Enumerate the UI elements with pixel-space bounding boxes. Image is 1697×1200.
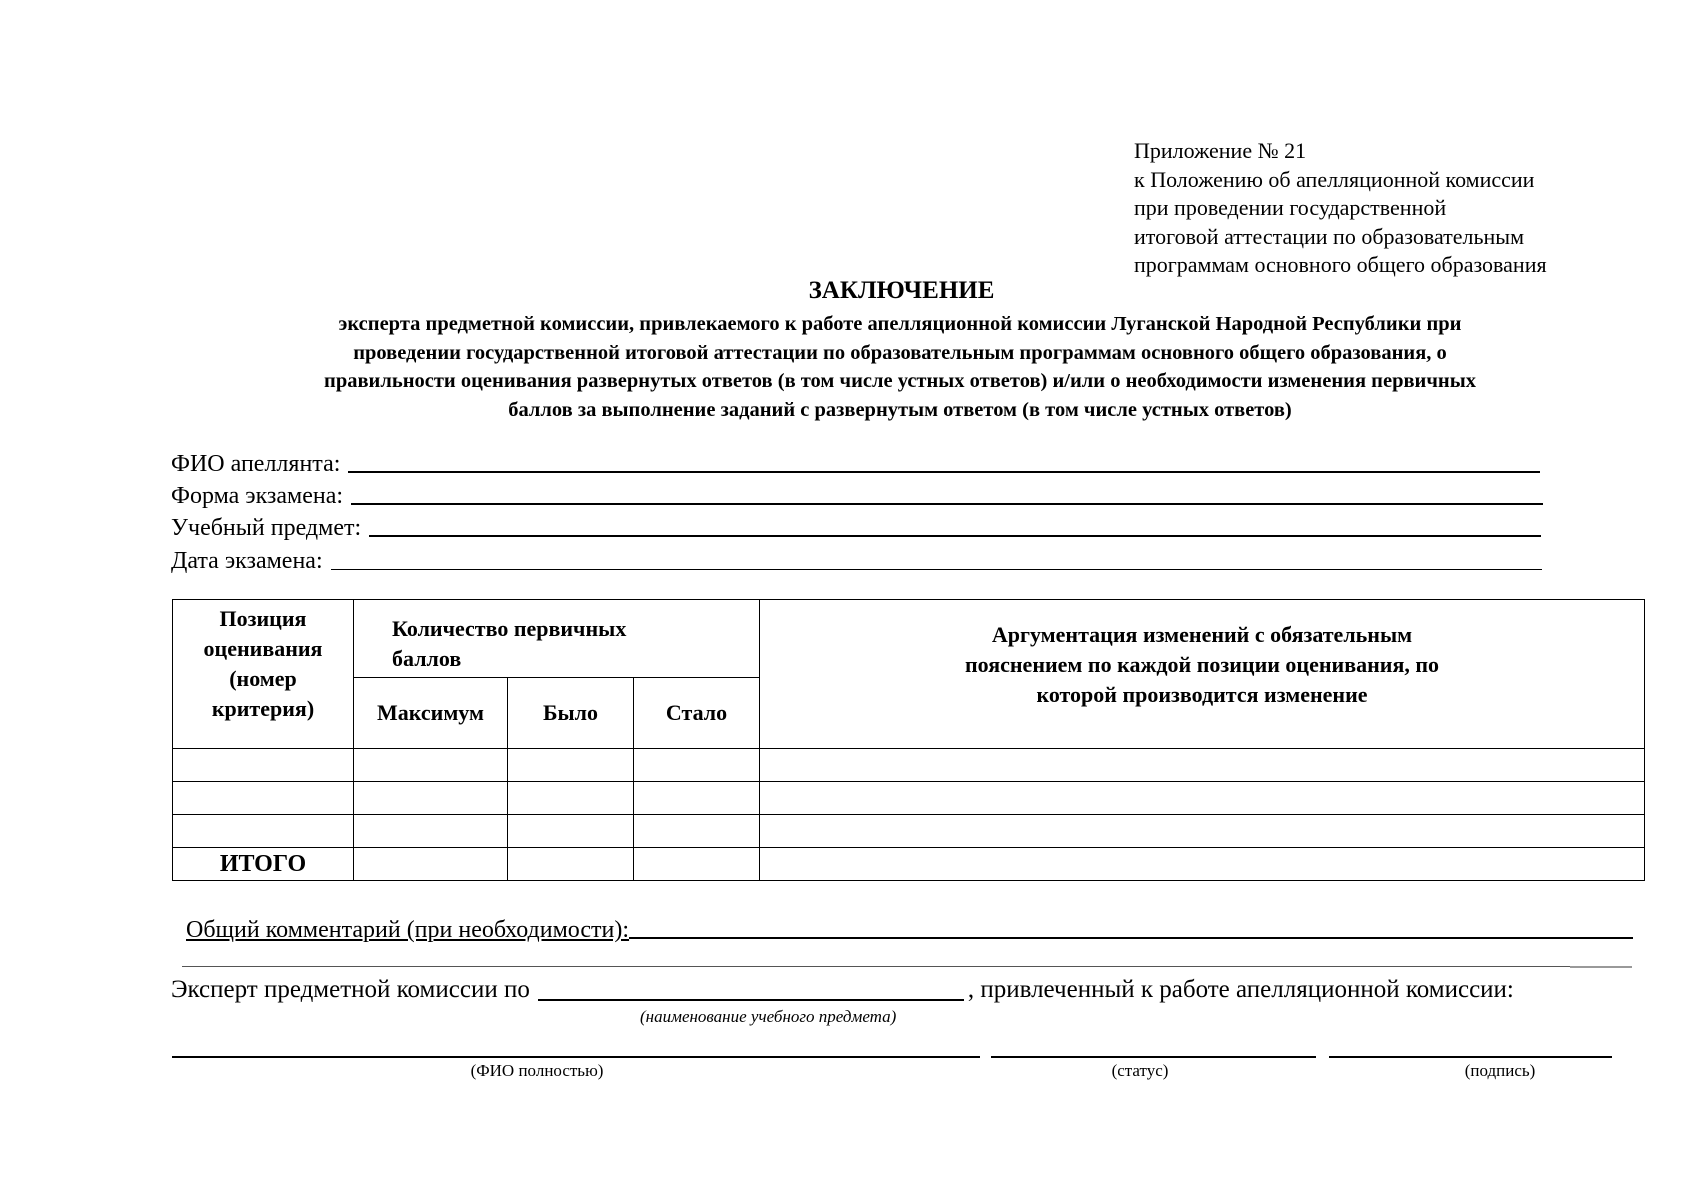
comment-second-line[interactable] xyxy=(182,966,1540,967)
after-cell[interactable] xyxy=(634,749,760,782)
total-row xyxy=(173,848,1645,881)
comment-field[interactable] xyxy=(186,915,1633,945)
before-cell[interactable] xyxy=(508,815,634,848)
exam-date-field[interactable] xyxy=(171,546,1542,576)
max-total-cell[interactable] xyxy=(354,848,508,881)
before-cell[interactable] xyxy=(508,782,634,815)
appendix-line: программам основного общего образования xyxy=(1134,252,1547,277)
argument-header: Аргументация изменений с обязательным пояснением по каждой позиции оценивания, по которой производится изменение xyxy=(760,600,1645,749)
max-cell[interactable] xyxy=(354,815,508,848)
signature-hint: (подпись) xyxy=(1464,1061,1536,1080)
fullname-signature-line[interactable] xyxy=(172,1056,980,1058)
scores-table xyxy=(172,599,1645,881)
expert-text-after: , привлеченный к работе апелляционной комиссии: xyxy=(967,976,1514,1003)
subtitle-line: проведении государственной итоговой аттестации по образовательным программам основного общего образования, о xyxy=(353,341,1447,364)
max-cell[interactable] xyxy=(354,782,508,815)
exam-form-field[interactable] xyxy=(171,481,1543,511)
appendix-line: к Положению об апелляционной комиссии xyxy=(1134,166,1535,192)
appellant-label: ФИО апеллянта: xyxy=(171,451,341,477)
points-header: Количество первичных баллов xyxy=(354,600,760,678)
after-total-cell[interactable] xyxy=(634,848,760,881)
comment-second-line-end xyxy=(1450,966,1570,967)
after-header: Стало xyxy=(634,678,760,749)
argument-cell[interactable] xyxy=(760,815,1645,848)
after-cell[interactable] xyxy=(634,815,760,848)
before-header: Было xyxy=(508,678,634,749)
position-cell[interactable] xyxy=(173,749,354,782)
appellant-field[interactable] xyxy=(171,449,1540,479)
subject-name-hint: (наименование учебного предмета) xyxy=(640,1007,897,1026)
signature-line[interactable] xyxy=(1329,1056,1612,1058)
exam-date-input-line[interactable] xyxy=(331,547,1542,570)
expert-text-before: Эксперт предметной комиссии по xyxy=(171,976,530,1003)
argument-cell[interactable] xyxy=(760,749,1645,782)
appellant-input-line[interactable] xyxy=(348,449,1540,473)
subtitle-line: правильности оценивания развернутых ответов (в том числе устных ответов) и/или о необходимости изменения первичных xyxy=(324,370,1476,392)
document-subtitle xyxy=(150,310,1650,424)
appendix-line: итоговой аттестации по образовательным xyxy=(1134,223,1525,249)
table-row xyxy=(173,782,1645,815)
position-header: Позиция оценивания (номер критерия) xyxy=(173,600,354,749)
fullname-hint: (ФИО полностью) xyxy=(470,1061,604,1080)
before-cell[interactable] xyxy=(508,749,634,782)
subject-input-line[interactable] xyxy=(369,513,1541,537)
status-hint: (статус) xyxy=(1111,1061,1169,1080)
table-row xyxy=(173,815,1645,848)
expert-subject-input-line[interactable] xyxy=(538,973,964,1001)
appendix-note xyxy=(1134,137,1547,280)
subtitle-line: эксперта предметной комиссии, привлекаемого к работе апелляционной комиссии Луганской Народной Республики при xyxy=(338,313,1462,335)
document-title: ЗАКЛЮЧЕНИЕ xyxy=(808,277,995,304)
after-cell[interactable] xyxy=(634,782,760,815)
exam-form-input-line[interactable] xyxy=(351,481,1543,505)
comment-second-line-tail xyxy=(1570,966,1632,968)
comment-label: Общий комментарий (при необходимости): xyxy=(186,917,630,943)
appendix-line: при проведении государственной xyxy=(1134,195,1447,220)
exam-form-label: Форма экзамена: xyxy=(171,483,344,509)
argument-cell[interactable] xyxy=(760,782,1645,815)
subject-label: Учебный предмет: xyxy=(171,515,362,541)
expert-statement xyxy=(171,973,1631,1007)
max-cell[interactable] xyxy=(354,749,508,782)
subject-field[interactable] xyxy=(171,513,1541,543)
position-cell[interactable] xyxy=(173,815,354,848)
table-row xyxy=(173,749,1645,782)
exam-date-label: Дата экзамена: xyxy=(171,548,323,574)
comment-input-line[interactable] xyxy=(629,917,1633,939)
appendix-line: Приложение № 21 xyxy=(1134,138,1307,163)
subtitle-line: баллов за выполнение заданий с развернутым ответом (в том числе устных ответов) xyxy=(508,398,1292,421)
max-header: Максимум xyxy=(354,678,508,749)
status-signature-line[interactable] xyxy=(991,1056,1316,1058)
before-total-cell[interactable] xyxy=(508,848,634,881)
total-label: ИТОГО xyxy=(173,848,354,881)
argument-total-cell[interactable] xyxy=(760,848,1645,881)
position-cell[interactable] xyxy=(173,782,354,815)
